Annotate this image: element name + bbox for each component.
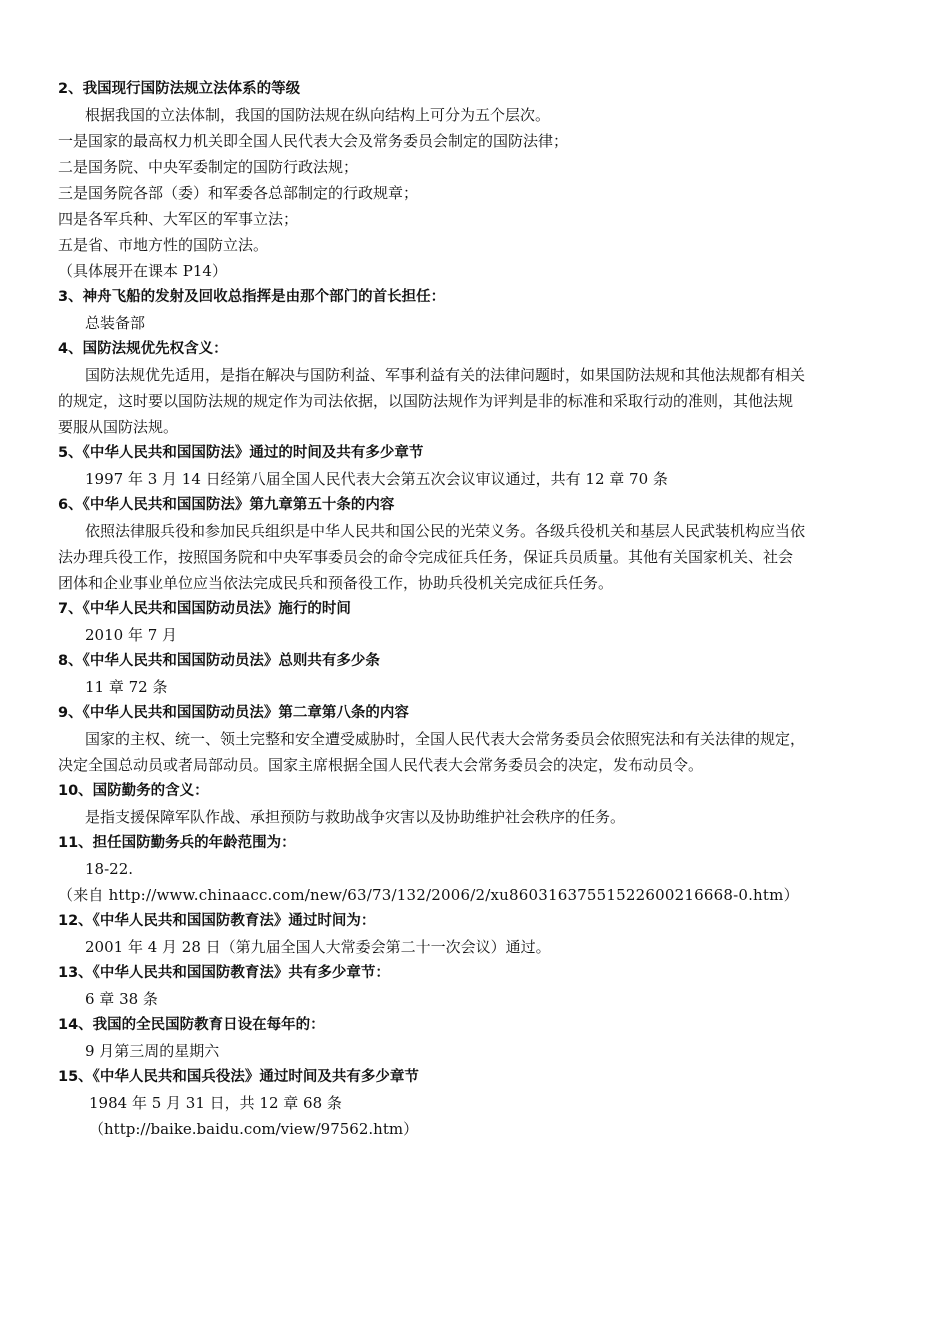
question-11-source: （来自 http://www.chinaacc.com/new/63/73/132/2006/2/xu86031637551522600216668-0.htm）: [58, 886, 799, 904]
question-11-title: 11、担任国防勤务兵的年龄范围为：: [58, 835, 296, 851]
question-12-answer: 2001 年 4 月 28 日（第九届全国人大常委会第二十一次会议）通过。: [85, 938, 551, 956]
question-9-title: 9、《中华人民共和国国防动员法》第二章第八条的内容: [58, 705, 409, 721]
question-8-answer: 11 章 72 条: [85, 678, 168, 696]
question-5-answer: 1997 年 3 月 14 日经第八届全国人民代表大会第五次会议审议通过，共有 12 章 70 条: [85, 470, 668, 488]
question-6-line-2: 法办理兵役工作，按照国务院和中央军事委员会的命令完成征兵任务，保证兵员质量。其他有关国家机关、社会: [58, 548, 794, 566]
question-13-answer: 6 章 38 条: [85, 990, 158, 1008]
question-10-answer: 是指支援保障军队作战、承担预防与救助战争灾害以及协助维护社会秩序的任务。: [85, 808, 626, 826]
question-2-level-4: 四是各军兵种、大军区的军事立法；: [58, 210, 299, 228]
question-2-note: （具体展开在课本 P14）: [58, 262, 227, 280]
question-15-source: （http://baike.baidu.com/view/97562.htm）: [89, 1120, 419, 1138]
question-12-title: 12、《中华人民共和国国防教育法》通过时间为：: [58, 913, 376, 929]
question-7-title: 7、《中华人民共和国国防动员法》施行的时间: [58, 601, 351, 617]
question-2-level-3: 三是国务院各部（委）和军委各总部制定的行政规章；: [58, 184, 419, 202]
question-2-level-2: 二是国务院、中央军委制定的国防行政法规；: [58, 158, 359, 176]
question-6-line-1: 依照法律服兵役和参加民兵组织是中华人民共和国公民的光荣义务。各级兵役机关和基层人民武装机构应当依: [85, 522, 806, 540]
question-5-title: 5、《中华人民共和国国防法》通过的时间及共有多少章节: [58, 445, 424, 461]
question-2-title: 2、我国现行国防法规立法体系的等级: [58, 81, 301, 97]
question-11-answer: 18-22.: [85, 860, 134, 878]
question-4-line-1: 国防法规优先适用，是指在解决与国防利益、军事利益有关的法律问题时，如果国防法规和其他法规都有相关: [85, 366, 806, 384]
question-9-line-1: 国家的主权、统一、领土完整和安全遭受威胁时，全国人民代表大会常务委员会依照宪法和有关法律的规定，: [85, 730, 806, 748]
question-4-line-2: 的规定，这时要以国防法规的规定作为司法依据，以国防法规作为评判是非的标准和采取行动的准则，其他法规: [58, 392, 794, 410]
question-2-intro: 根据我国的立法体制，我国的国防法规在纵向结构上可分为五个层次。: [85, 106, 551, 124]
question-6-title: 6、《中华人民共和国国防法》第九章第五十条的内容: [58, 497, 395, 513]
question-9-line-2: 决定全国总动员或者局部动员。国家主席根据全国人民代表大会常务委员会的决定，发布动员令。: [58, 756, 704, 774]
question-8-title: 8、《中华人民共和国国防动员法》总则共有多少条: [58, 653, 380, 669]
question-15-title: 15、《中华人民共和国兵役法》通过时间及共有多少章节: [58, 1069, 419, 1085]
question-4-line-3: 要服从国防法规。: [58, 418, 179, 436]
document-page: [58, 76, 892, 1142]
question-3-answer: 总装备部: [85, 314, 146, 332]
question-4-title: 4、国防法规优先权含义：: [58, 341, 228, 357]
question-6-line-3: 团体和企业事业单位应当依法完成民兵和预备役工作，协助兵役机关完成征兵任务。: [58, 574, 614, 592]
question-14-answer: 9 月第三周的星期六: [85, 1042, 220, 1060]
question-2-level-1: 一是国家的最高权力机关即全国人民代表大会及常务委员会制定的国防法律；: [58, 132, 569, 150]
question-15-answer: 1984 年 5 月 31 日，共 12 章 68 条: [89, 1094, 342, 1112]
question-3-title: 3、神舟飞船的发射及回收总指挥是由那个部门的首长担任：: [58, 289, 446, 305]
question-2-level-5: 五是省、市地方性的国防立法。: [58, 236, 269, 254]
question-14-title: 14、我国的全民国防教育日设在每年的：: [58, 1017, 325, 1033]
question-13-title: 13、《中华人民共和国国防教育法》共有多少章节：: [58, 965, 390, 981]
question-7-answer: 2010 年 7 月: [85, 626, 178, 644]
question-10-title: 10、国防勤务的含义：: [58, 783, 209, 799]
